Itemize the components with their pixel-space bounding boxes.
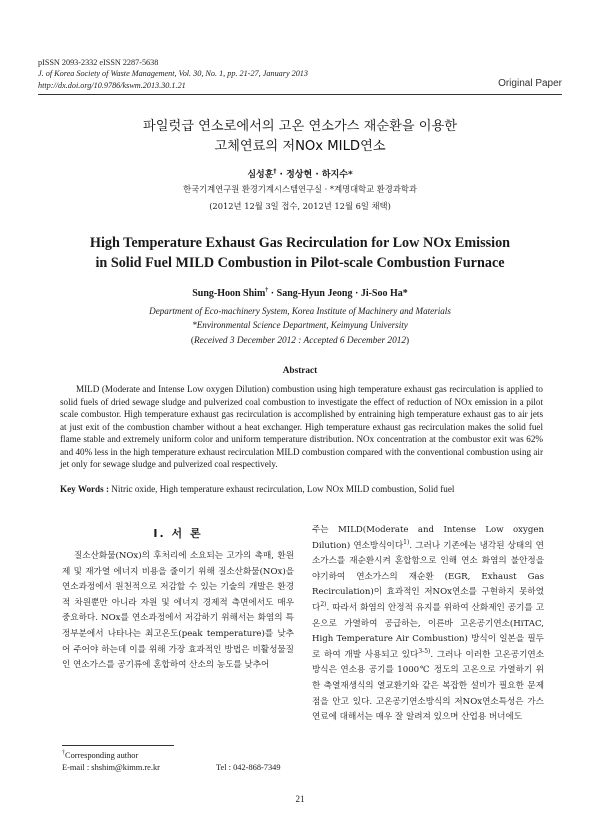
footnote-divider <box>62 745 174 746</box>
citation-ref: 2) <box>320 601 327 609</box>
footnote-label: Corresponding author <box>65 751 139 760</box>
korean-title <box>0 117 600 157</box>
section-heading-introduction: I. 서 론 <box>153 527 203 540</box>
abstract-text: MILD (Moderate and Intense Low oxygen Dilution) combustion using high temperature exhaust gas recirculation is applied to solid fuels of dried sewage sludge and pulverized coal combustion to investigate the effect of reduction of NOx emission in a pilot scale combustor. High temperature exhaust gas recirculation is accomplished by entraining high temperature exhaust gas to air jets at just exit of the combustion chamber without a heat exchanger. High temperature exhaust gas recirculation makes the solid fuel flame stable and extremely uniform color and uniform temperature distribution. NOx concentration at the combustor exit was 62% and 40% less in the high temperature exhaust recirculation MILD combustion compared with the conventional combustion using air jet only for sewage sludge and pulverized coal respectively. <box>60 384 543 469</box>
issn-line: pISSN 2093-2332 eISSN 2287-5638 <box>38 58 159 67</box>
intro-text-c: . 따라서 화염의 안정적 유지를 위하여 산화제인 공기를 고온으로 가열하여 공급하는, 이른바 고온공기연소(HiTAC, High Temperature Air Combustion) 방식이 일본을 필두로 하여 개발 사용되고 있다 <box>312 602 544 660</box>
citation-ref: 3-5) <box>418 647 431 655</box>
korean-authors-rest: · 정상현 · 하지수* <box>276 170 353 180</box>
journal-header <box>38 57 308 91</box>
korean-author-1: 심성훈 <box>247 170 274 180</box>
corresponding-mark: † <box>273 168 277 175</box>
keywords-label: Key Words : <box>60 484 112 494</box>
english-title-line2: in Solid Fuel MILD Combustion in Pilot-scale Combustion Furnace <box>95 255 505 271</box>
date-paren-close: ) <box>406 336 410 346</box>
korean-authors <box>0 167 600 180</box>
english-title-line1: High Temperature Exhaust Gas Recirculation for Low NOx Emission <box>89 235 511 251</box>
date-separator: : <box>295 336 304 346</box>
page-number: 21 <box>295 794 305 804</box>
journal-citation: J. of Korea Society of Waste Management, Vol. 30, No. 1, pp. 21-27, January 2013 <box>38 69 308 79</box>
english-authors <box>0 288 600 299</box>
date-paren-open: ( <box>190 336 194 346</box>
received-date: Received 3 December 2012 <box>193 336 296 346</box>
article-type-label: Original Paper <box>498 78 562 89</box>
intro-right-column <box>312 523 544 726</box>
english-dates <box>0 336 600 346</box>
english-author-1: Sung-Hoon Shim <box>192 288 266 299</box>
english-authors-rest: · Sang-Hyun Jeong · Ji-Soo Ha* <box>268 288 408 299</box>
english-affiliation-1: Department of Eco-machinery System, Korea Institute of Machinery and Materials <box>149 306 451 316</box>
contact-phone: Tel : 042-868-7349 <box>216 763 281 772</box>
english-title <box>0 233 600 273</box>
intro-text-d: . 그러나 이러한 고온공기연소방식은 연소용 공기를 1000℃ 정도의 고온으로 가열하기 위한 축열재생식의 열교환기와 같은 복잡한 설비가 필요한 문제점을 안고 있다. 고온공기연소방식의 저NOx연소특성은 가스연료에 대해서는 매우 잘 알려져 있으며 산업용 버너에도 <box>312 649 545 723</box>
korean-title-line1: 파일럿급 연소로에서의 고온 연소가스 재순환을 이용한 <box>143 119 457 134</box>
korean-dates: (2012년 12월 3일 접수, 2012년 12월 6일 채택) <box>209 201 391 211</box>
footnote-contact <box>62 763 294 772</box>
korean-affiliation: 한국기계연구원 환경기계시스템연구실 · *계명대학교 환경과학과 <box>183 184 417 194</box>
english-affiliation-2: *Environmental Science Department, Keimyung University <box>192 320 408 330</box>
abstract-heading: Abstract <box>282 366 318 376</box>
corresponding-mark-en: † <box>265 287 269 294</box>
header-divider <box>38 94 562 95</box>
citation-ref: 1) <box>403 538 410 546</box>
keywords <box>60 484 543 494</box>
intro-text-a: 주는 MILD(Moderate and Intense Low oxygen Dilution) 연소방식이다 <box>312 525 544 551</box>
intro-left-column: 질소산화물(NOx)의 후처리에 소요되는 고가의 촉매, 환원제 및 재가열 에너지 비용을 줄이기 위해 질소산화물(NOx)을 연소과정에서 원천적으로 저감할 수 있는 기술의 개발은 환경적 차원뿐만 아니라 자원 및 에너지 경제적 측면에서도 매우 중요하다. NOx를 연소과정에서 저감하기 위해서는 화염의 특정부분에서 나타나는 최고온도(peak temperature)를 낮추어 주어야 하는데 이를 위해 가장 효과적인 방법은 비활성물질인 연소가스를 공기류에 혼합하여 산소의 농도를 낮추어 <box>62 551 294 671</box>
contact-email[interactable]: E-mail : shshim@kimm.re.kr <box>62 763 160 772</box>
korean-title-line2: 고체연료의 저NOx MILD연소 <box>214 139 386 154</box>
footnote-mark: † <box>62 750 65 757</box>
doi-link[interactable]: http://dx.doi.org/10.9786/kswm.2013.30.1.21 <box>38 80 186 90</box>
keywords-list: Nitric oxide, High temperature exhaust recirculation, Low NOx MILD combustion, Solid fuel <box>111 484 455 494</box>
intro-text-b: . 그러나 기존에는 냉각된 상태의 연소가스를 재순환시켜 혼합함으로 인해 연소 화염의 불안정을 야기하여 연소가스의 재순환 (EGR, Exhaust Gas Recirculation)이 효과적인 저NOx연소를 구현하지 못하였다 <box>312 540 544 613</box>
accepted-date: Accepted 6 December 2012 <box>303 336 407 346</box>
footnote-corresponding <box>62 751 138 760</box>
